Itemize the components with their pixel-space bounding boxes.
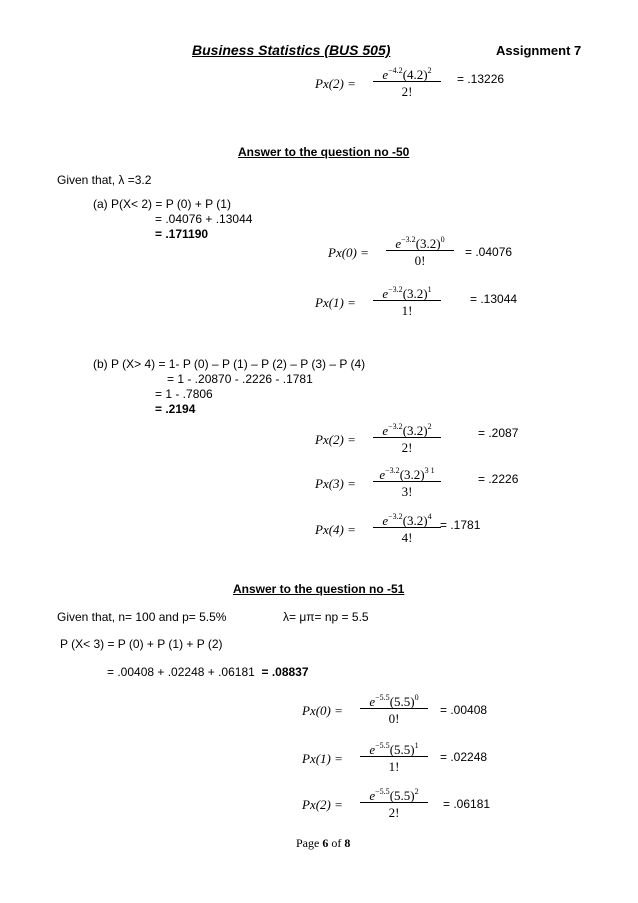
- formula-result: = .06181: [443, 797, 491, 811]
- formula-result: = .1781: [440, 518, 481, 532]
- formula-result: = .02248: [440, 750, 488, 764]
- formula-top-px2: [315, 66, 455, 100]
- page-footer: Page 6 of 8: [296, 836, 351, 850]
- document-title: Business Statistics (BUS 505): [192, 42, 391, 58]
- page-number: 6: [322, 836, 329, 850]
- formula-result: = .2087: [478, 426, 519, 440]
- formula-result: = .13044: [470, 292, 518, 306]
- formula-q51-px0: Px(0) = $e^{-5.5}(5.5)^0$ 0!: [302, 693, 442, 727]
- formula-lhs: Px(2) =: [315, 76, 356, 91]
- q50-b-line3: = 1 - .7806: [155, 387, 213, 401]
- q50-a-line2: = .04076 + .13044: [155, 212, 253, 226]
- q51-answer: = .08837: [261, 665, 309, 679]
- q51-line2: = .00408 + .02248 + .06181 = .08837: [107, 665, 309, 679]
- q50-b-line1: (b) P (X> 4) = 1- P (0) – P (1) – P (2) – P (3) – P (4): [93, 357, 366, 371]
- q50-a-line1: (a) P(X< 2) = P (0) + P (1): [93, 197, 231, 211]
- q51-given: Given that, n= 100 and p= 5.5%: [57, 610, 227, 624]
- formula-q50a-px1: Px(1) = $e^{-3.2}(3.2)^1$ 1!: [315, 285, 455, 319]
- formula-q50b-px3: Px(3) = $e^{-3.2}(3.2)^{3 1}$ 3!: [315, 466, 455, 500]
- formula-result: = .04076: [465, 245, 513, 259]
- formula-fraction: $e^{-4.2}(4.2)^2$ 2!: [371, 62, 443, 101]
- page-total: 8: [344, 836, 351, 850]
- q50-b-line2: = 1 - .20870 - .2226 - .1781: [167, 372, 313, 386]
- q50-given: Given that, λ =3.2: [57, 173, 152, 187]
- q50-heading: Answer to the question no -50: [238, 145, 410, 159]
- q50-a-line3: = .171190: [155, 227, 209, 241]
- q50-b-line4: = .2194: [155, 402, 196, 416]
- formula-q51-px1: Px(1) = $e^{-5.5}(5.5)^1$ 1!: [302, 741, 442, 775]
- assignment-label: Assignment 7: [496, 43, 582, 58]
- formula-result: = .00408: [440, 703, 488, 717]
- formula-result: = .13226: [457, 72, 505, 86]
- q51-heading: Answer to the question no -51: [233, 582, 405, 596]
- q51-line1: P (X< 3) = P (0) + P (1) + P (2): [60, 637, 223, 651]
- formula-result: = .2226: [478, 472, 519, 486]
- formula-q50b-px4: Px(4) = $e^{-3.2}(3.2)^4$ 4!: [315, 512, 455, 546]
- formula-q50a-px0: Px(0) = $e^{-3.2}(3.2)^0$ 0!: [328, 235, 468, 269]
- formula-q50b-px2: Px(2) = $e^{-3.2}(3.2)^2$ 2!: [315, 422, 455, 456]
- q51-lambda: λ= μπ= np = 5.5: [283, 610, 369, 624]
- formula-q51-px2: Px(2) = $e^{-5.5}(5.5)^2$ 2!: [302, 787, 442, 821]
